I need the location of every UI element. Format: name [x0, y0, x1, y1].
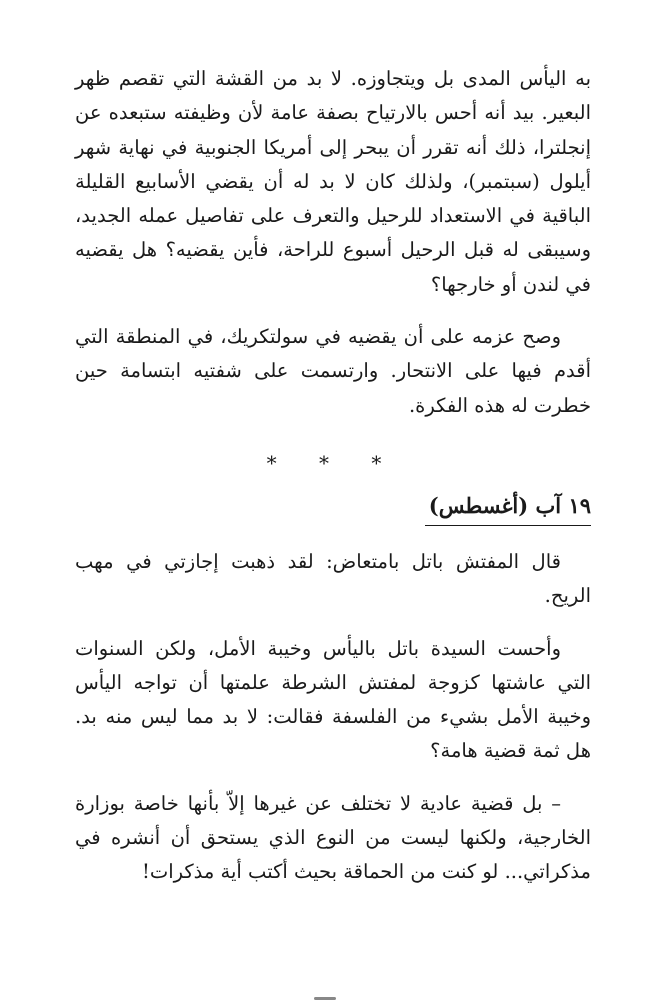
paragraph-mrs-battle: وأحست السيدة باتل باليأس وخيبة الأمل، ولكن السنوات التي عاشتها كزوجة لمفتش الشرطة علمتها أن تواجه اليأس وخيبة الأمل بشيء من الفلسفة فقالت: لا بد مما ليس منه بد. هل ثمة قضية هامة؟ [75, 636, 591, 763]
section-separator: * * * [266, 450, 400, 475]
page-footer-sliver [310, 990, 340, 1000]
date-heading-text: ١٩ آب (أغسطس) [425, 489, 591, 526]
paragraph-inspector-reply: – بل قضية عادية لا تختلف عن غيرها إلاّ بأنها خاصة بوزارة الخارجية، ولكنها ليست من النوع الذي يستحق أن أنشره في مذكراتي... لو كنت من الحماقة بحيث أكتب أية مذكرات! [75, 791, 591, 884]
book-page [75, 62, 591, 890]
paragraph-continuation: به اليأس المدى بل ويتجاوزه. لا بد من القشة التي تقصم ظهر البعير. بيد أنه أحس بالارتياح بصفة عامة لأن وظيفته ستبعده عن إنجلترا، ذلك أنه تقرر أن يبحر إلى أمريكا الجنوبية في نهاية شهر أيلول (سبتمبر)، ولذلك كان لا بد له أن يقضي الأسابيع القليلة الباقية في الاستعداد للرحيل والتعرف على تفاصيل عمله الجديد، وسيبقى له قبل الرحيل أسبوع للراحة، فأين يقضيه؟ هل يقضيه في لندن أو خارجها؟ [75, 67, 591, 296]
paragraph-inspector-quote: قال المفتش باتل بامتعاض: لقد ذهبت إجازتي في مهب الريح. [75, 549, 591, 608]
paragraph-decision: وصح عزمه على أن يقضيه في سولتكريك، في المنطقة التي أقدم فيها على الانتحار. وارتسمت على شفتيه ابتسامة حين خطرت له هذه الفكرة. [75, 325, 591, 417]
date-heading [75, 489, 591, 539]
